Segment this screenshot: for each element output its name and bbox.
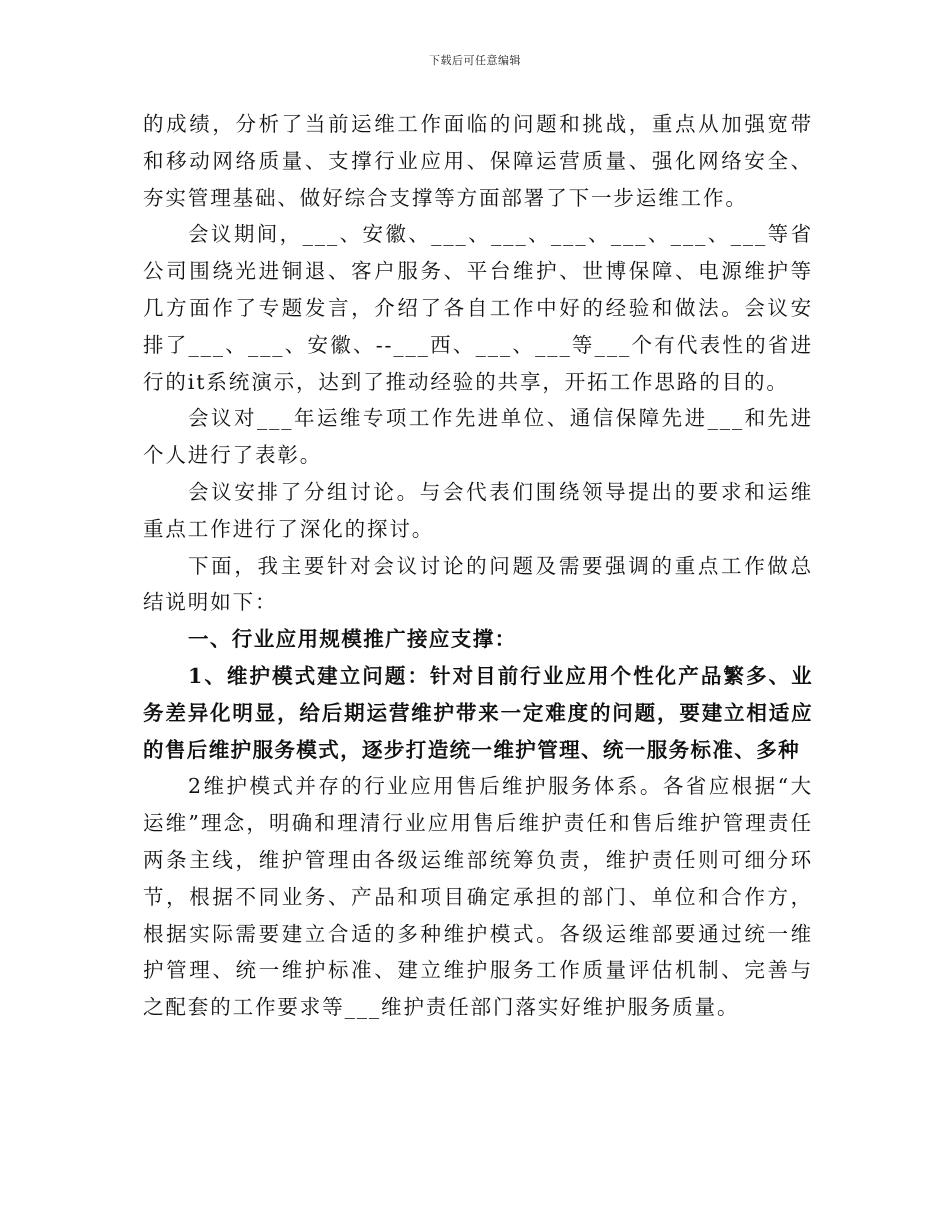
paragraph-meeting-speeches: 会议期间，___、安徽、___、___、___、___、___、___等省公司围绕光进铜退、客户服务、平台维护、世博保障、电源维护等几方面作了专题发言，介绍了各自工作中好的经验和做法。会议安排了___、___、安徽、--___西、___、___等___个有代表性的省进行的it系统演示，达到了推动经验的共享，开拓工作思路的目的。 (143, 222, 813, 394)
paragraph-achievements: 的成绩，分析了当前运维工作面临的问题和挑战，重点从加强宽带和移动网络质量、支撑行业应用、保障运营质量、强化网络安全、夯实管理基础、做好综合支撑等方面部署了下一步运维工作。 (143, 112, 813, 210)
paragraph-summary-intro: 下面，我主要针对会议讨论的问题及需要强调的重点工作做总结说明如下： (143, 553, 813, 615)
page-header: 下载后可任意编辑 (429, 54, 521, 67)
paragraph-maintenance-system: 2维护模式并存的行业应用售后维护服务体系。各省应根据“大运维”理念，明确和理清行业应用售后维护责任和售后维护管理责任两条主线，维护管理由各级运维部统筹负责，维护责任则可细分环节，根据不同业务、产品和项目确定承担的部门、单位和合作方，根据实际需要建立合适的多种维护模式。各级运维部要通过统一维护管理、统一维护标准、建立维护服务工作质量评估机制、完善与之配套的工作要求等___维护责任部门落实好维护服务质量。 (143, 774, 813, 1020)
subsection-maintenance-model: 1、维护模式建立问题：针对目前行业应用个性化产品繁多、业务差异化明显，给后期运营维护带来一定难度的问题，要建立相适应的售后维护服务模式，逐步打造统一维护管理、统一服务标准、多种 (143, 663, 813, 762)
document-body (143, 106, 813, 1026)
paragraph-group-discussion: 会议安排了分组讨论。与会代表们围绕领导提出的要求和运维重点工作进行了深化的探讨。 (143, 479, 813, 541)
paragraph-commendation: 会议对___年运维专项工作先进单位、通信保障先进___和先进个人进行了表彰。 (143, 406, 813, 468)
section-heading-industry-support: 一、行业应用规模推广接应支撑： (188, 627, 517, 652)
